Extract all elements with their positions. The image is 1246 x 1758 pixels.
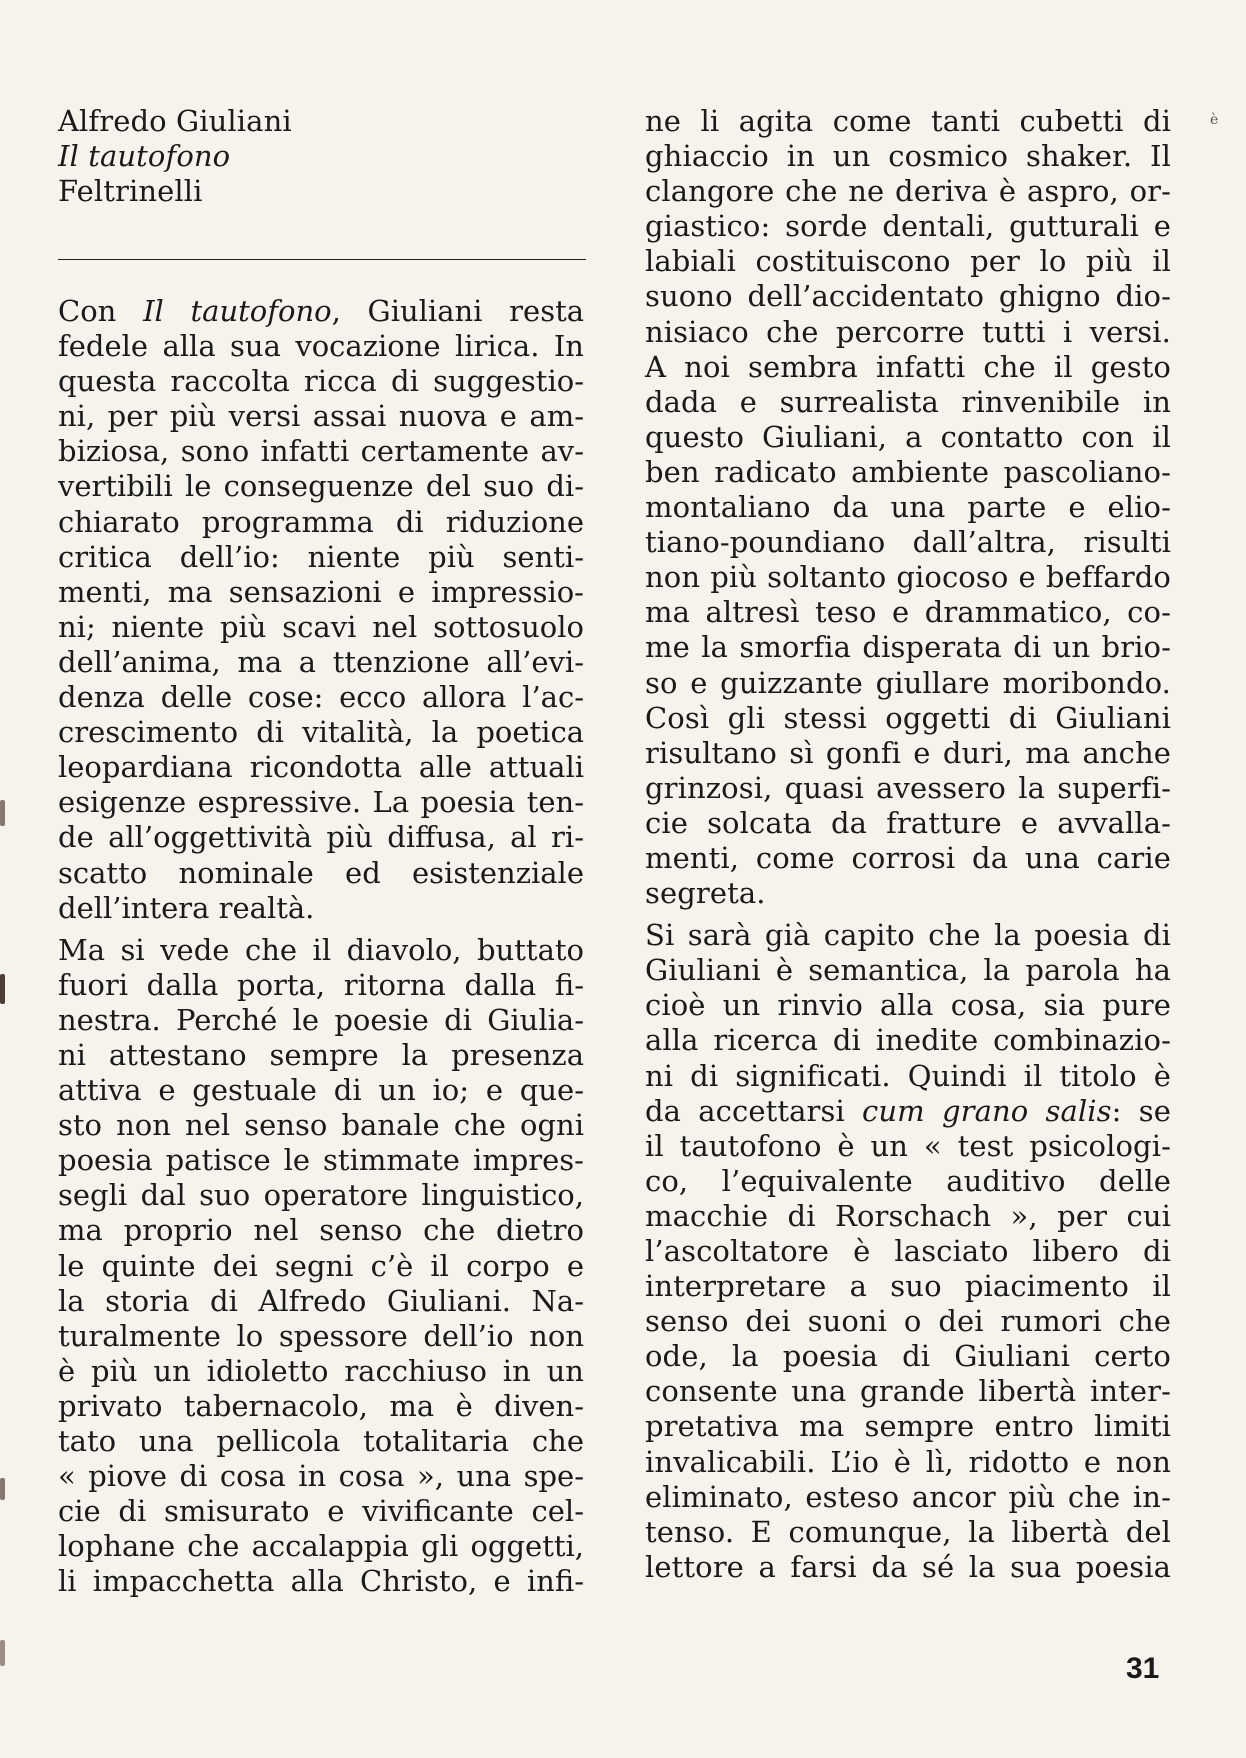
text-line: ni; niente più scavi nel sottosuolo [58, 609, 584, 644]
text-line: tenso. E comunque, la libertà del [645, 1514, 1171, 1549]
text-line: me la smorfia disperata di un brio- [645, 630, 1171, 665]
text-line: sto non nel senso banale che ogni [58, 1108, 584, 1143]
text-line: leopardiana ricondotta alle attuali [58, 750, 584, 785]
text-line: senso dei suoni o dei rumori che [645, 1304, 1171, 1339]
text-line: fedele alla sua vocazione lirica. In [58, 329, 584, 364]
text-line: lophane che accalappia gli oggetti, [58, 1529, 584, 1564]
text-line: il tautofono è un « test psicologi- [645, 1128, 1171, 1163]
book-header [58, 104, 584, 209]
text-line: crescimento di vitalità, la poetica [58, 715, 584, 750]
text-line: montaliano da una parte e elio- [645, 490, 1171, 525]
review-column-left [58, 294, 584, 1599]
text-line: le quinte dei segni c’è il corpo e [58, 1248, 584, 1283]
text-line: li impacchetta alla Christo, e infi- [58, 1564, 584, 1599]
text-line: menti, come corrosi da una carie [645, 840, 1171, 875]
text-line: risultano sì gonfi e duri, ma anche [645, 735, 1171, 770]
text-line: esigenze espressive. La poesia ten- [58, 785, 584, 820]
text-line: A noi sembra infatti che il gesto [645, 349, 1171, 384]
text-line: ni, per più versi assai nuova e am- [58, 399, 584, 434]
text-line: clangore che ne deriva è aspro, or- [645, 174, 1171, 209]
text-line: ghiaccio in un cosmico shaker. Il [645, 139, 1171, 174]
text-line: alla ricerca di inedite combinazio- [645, 1023, 1171, 1058]
header-divider [58, 259, 586, 260]
text-line: segli dal suo operatore linguistico, [58, 1178, 584, 1213]
text-line: menti, ma sensazioni e impressio- [58, 574, 584, 609]
text-line: segreta. [645, 876, 766, 911]
text-line: ben radicato ambiente pascoliano- [645, 454, 1171, 489]
text-line: tiano-poundiano dall’altra, risulti [645, 525, 1171, 560]
text-line: cie di smisurato e vivificante cel- [58, 1494, 584, 1529]
text-line: da accettarsi cum grano salis: se [645, 1093, 1172, 1128]
text-line: denza delle cose: ecco allora l’ac- [58, 680, 584, 715]
binding-edge-mark [0, 800, 5, 826]
page-number: 31 [1126, 1652, 1160, 1685]
text-line: suono dell’accidentato ghigno dio- [645, 279, 1171, 314]
text-line: macchie di Rorschach », per cui [645, 1198, 1171, 1233]
review-column-right [645, 104, 1171, 1585]
text-line: turalmente lo spessore dell’io non [58, 1318, 584, 1353]
text-line: poesia patisce le stimmate impres- [58, 1143, 584, 1178]
text-line: Con Il tautofono, Giuliani resta [58, 294, 585, 328]
text-line: dell’intera realtà. [58, 890, 315, 925]
text-line: cioè un rinvio alla cosa, sia pure [645, 988, 1171, 1023]
text-line: l’ascoltatore è lasciato libero di [645, 1234, 1171, 1268]
text-line: grinzosi, quasi avessero la superfi- [645, 770, 1171, 805]
text-line: Giuliani è semantica, la parola ha [645, 953, 1171, 988]
text-line: vertibili le conseguenze del suo di- [58, 469, 584, 504]
book-author: Alfredo Giuliani [58, 104, 292, 138]
text-line: è più un idioletto racchiuso in un [58, 1353, 584, 1388]
book-title: Il tautofono [58, 139, 231, 173]
text-line: interpretare a suo piacimento il [645, 1269, 1171, 1304]
text-line: pretativa ma sempre entro limiti [645, 1409, 1171, 1444]
text-line: labiali costituiscono per lo più il [645, 244, 1171, 279]
text-line: « piove di cosa in cosa », una spe- [58, 1459, 584, 1494]
text-line: ode, la poesia di Giuliani certo [645, 1339, 1171, 1374]
text-line: Ma si vede che il diavolo, buttato [58, 932, 584, 967]
text-line: dell’anima, ma a ttenzione all’evi- [58, 644, 584, 679]
text-line: consente una grande libertà inter- [645, 1374, 1171, 1409]
text-line: privato tabernacolo, ma è diven- [58, 1388, 584, 1423]
text-line: fuori dalla porta, ritorna dalla fi- [58, 967, 584, 1002]
text-line: questo Giuliani, a contatto con il [645, 419, 1171, 454]
text-line: chiarato programma di riduzione [58, 504, 584, 539]
text-line: critica dell’io: niente più senti- [58, 539, 584, 574]
margin-mark: è [1210, 112, 1219, 128]
text-line: scatto nominale ed esistenziale [58, 855, 584, 890]
book-publisher: Feltrinelli [58, 174, 203, 208]
text-line: invalicabili. L’io è lì, ridotto e non [645, 1444, 1171, 1479]
text-line: ni attestano sempre la presenza [58, 1037, 584, 1072]
text-line: ne li agita come tanti cubetti di [645, 104, 1171, 138]
text-line: cie solcata da fratture e avvalla- [645, 805, 1171, 840]
binding-edge-mark [0, 1640, 5, 1666]
text-line: biziosa, sono infatti certamente av- [58, 434, 584, 469]
text-line: ni di significati. Quindi il titolo è [645, 1058, 1171, 1093]
text-line: non più soltanto giocoso e beffardo [645, 560, 1171, 595]
text-line: tato una pellicola totalitaria che [58, 1424, 584, 1458]
text-line: nisiaco che percorre tutti i versi. [645, 314, 1171, 349]
text-line: questa raccolta ricca di suggestio- [58, 364, 584, 399]
binding-edge-mark [0, 974, 5, 1004]
text-line: Si sarà già capito che la poesia di [645, 918, 1171, 953]
text-line: lettore a farsi da sé la sua poesia [645, 1549, 1171, 1584]
text-line: ma altresì teso e drammatico, co- [645, 595, 1171, 630]
text-line: la storia di Alfredo Giuliani. Na- [58, 1283, 584, 1318]
text-line: giastico: sorde dentali, gutturali e [645, 209, 1171, 244]
text-line: co, l’equivalente auditivo delle [645, 1163, 1171, 1198]
text-line: so e guizzante giullare moribondo. [645, 665, 1171, 700]
text-line: eliminato, esteso ancor più che in- [645, 1479, 1171, 1514]
binding-edge-mark [0, 1478, 5, 1500]
text-line: dada e surrealista rinvenibile in [645, 384, 1171, 419]
text-line: nestra. Perché le poesie di Giulia- [58, 1002, 584, 1037]
text-line: de all’oggettività più diffusa, al ri- [58, 820, 584, 855]
text-line: Così gli stessi oggetti di Giuliani [645, 700, 1171, 735]
text-line: ma proprio nel senso che dietro [58, 1213, 584, 1248]
text-line: attiva e gestuale di un io; e que- [58, 1073, 584, 1108]
